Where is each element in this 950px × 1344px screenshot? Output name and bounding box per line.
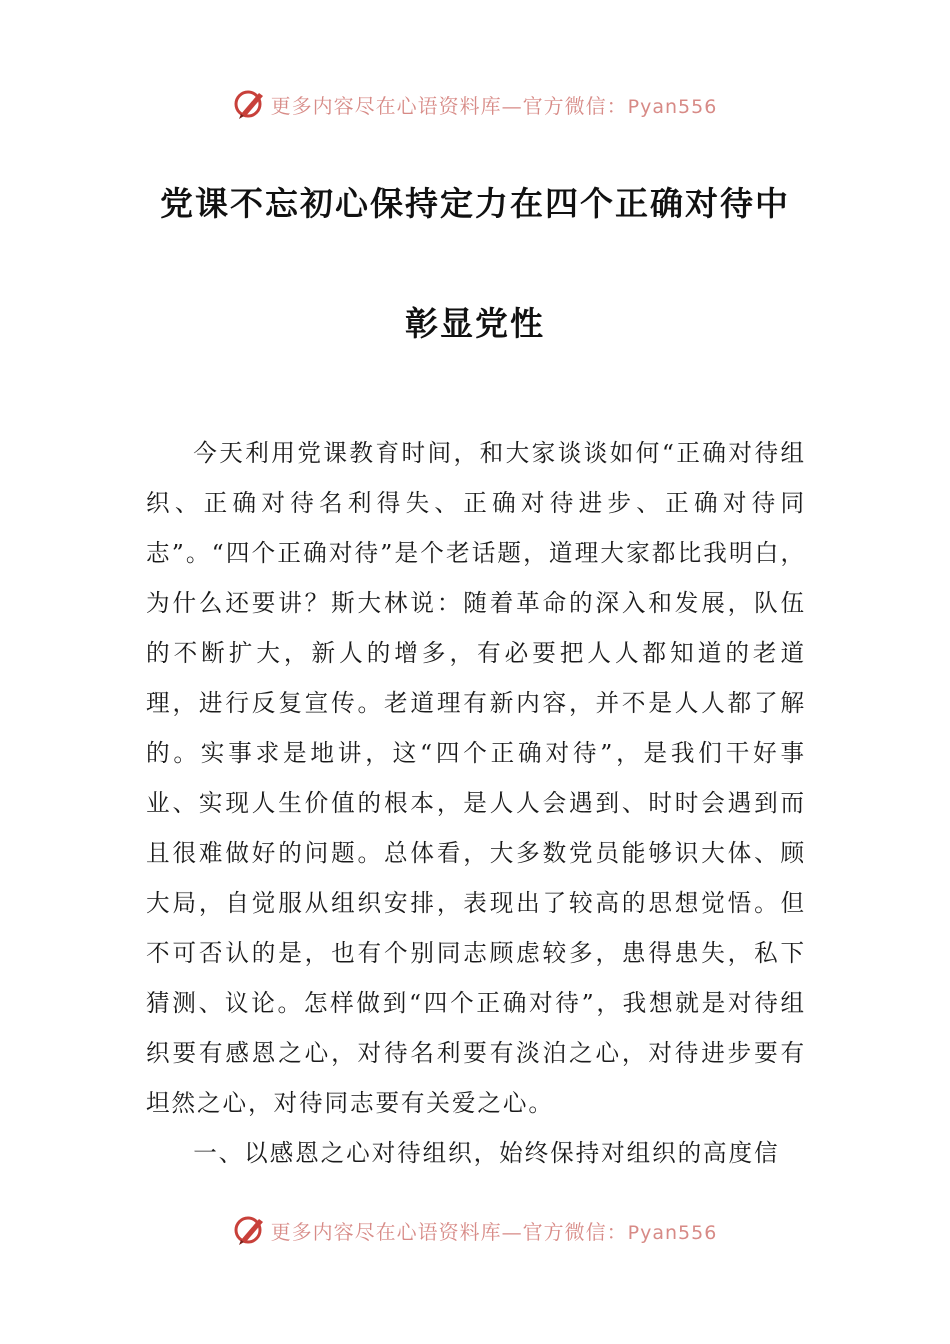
watermark-text [271, 1216, 718, 1245]
document-title-line-2: 彰显党性 [405, 304, 545, 343]
paragraph-intro: 今天利用党课教育时间，和大家谈谈如何“正确对待组织、正确对待名利得失、正确对待进步、正确对待同志”。“四个正确对待”是个老话题，道理大家都比我明白，为什么还要讲？斯大林说：随着革命的深入和发展，队伍的不断扩大，新人的增多，有必要把人人都知道的老道理，进行反复宣传。老道理有新内容，并不是人人都了解的。实事求是地讲，这“四个正确对待”，是我们干好事业、实现人生价值的根本，是人人会遇到、时时会遇到而且很难做好的问题。总体看，大多数党员能够识大体、顾大局，自觉服从组织安排，表现出了较高的思想觉悟。但不可否认的是，也有个别同志顾虑较多，患得患失，私下猜测、议论。怎样做到“四个正确对待”，我想就是对待组织要有感恩之心，对待名利要有淡泊之心，对待进步要有坦然之心，对待同志要有关爱之心。 [146, 439, 806, 1117]
watermark-footer [0, 1210, 950, 1250]
document-title-line-1: 党课不忘初心保持定力在四个正确对待中 [160, 184, 790, 223]
paragraph-section-one: 一、以感恩之心对待组织，始终保持对组织的高度信 [193, 1139, 780, 1167]
watermark-text-cn: 更多内容尽在心语资料库—官方微信： [270, 1219, 628, 1244]
pen-logo-icon [233, 1213, 267, 1247]
watermark-text-cn: 更多内容尽在心语资料库—官方微信： [270, 93, 628, 118]
pen-logo-icon [233, 87, 267, 121]
watermark-wechat-id: Pyan556 [627, 1221, 718, 1244]
watermark-text [271, 90, 718, 119]
document-body [146, 428, 806, 1178]
watermark-wechat-id: Pyan556 [627, 95, 718, 118]
watermark-header [0, 84, 950, 124]
